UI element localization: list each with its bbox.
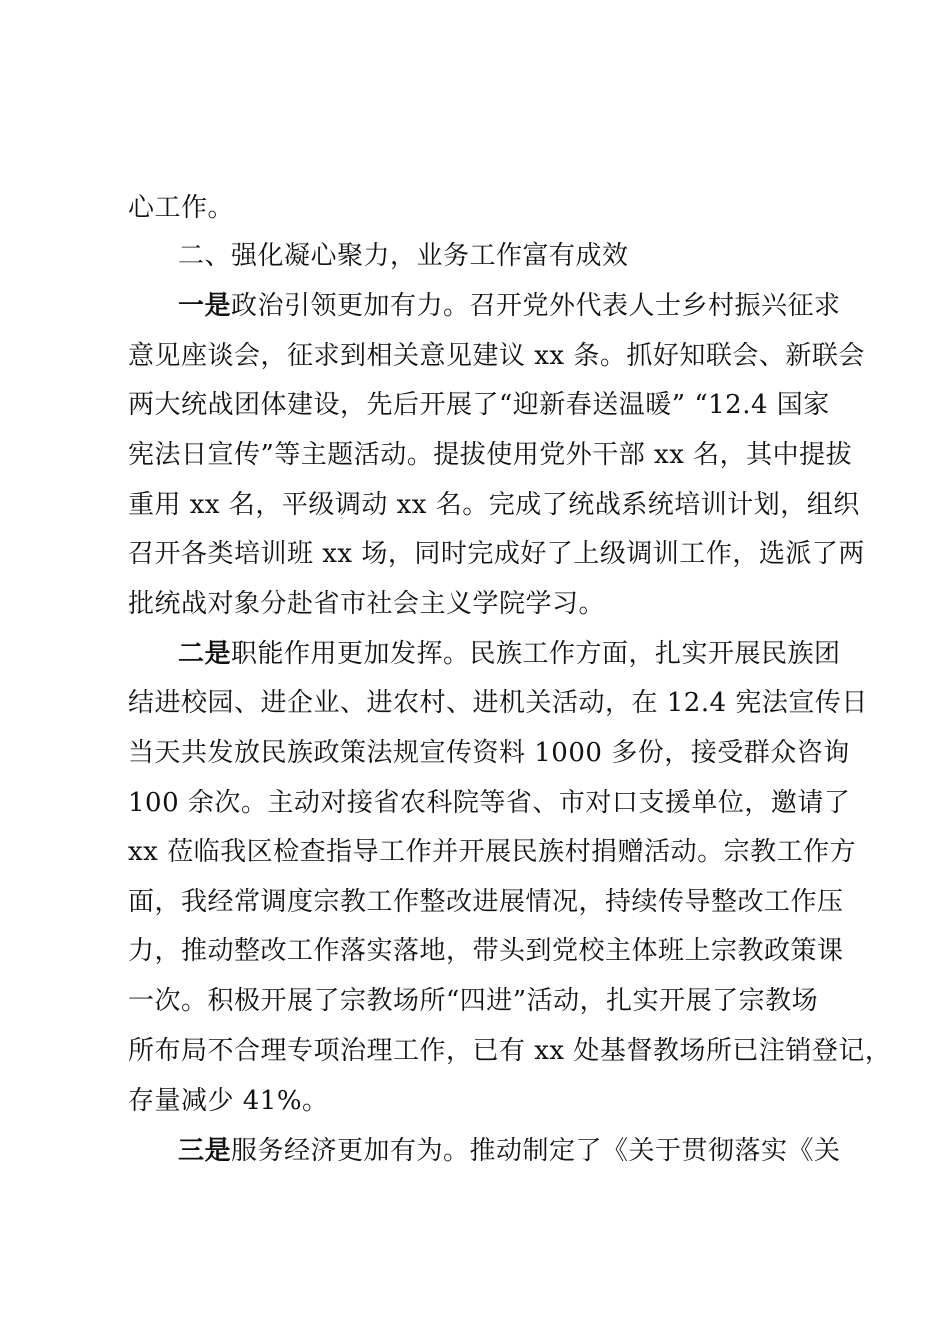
paragraph-2-line-9: 所布局不合理专项治理工作，已有 xx 处基督教场所已注销登记，: [128, 1036, 892, 1066]
continuation-text: 心工作。: [128, 193, 235, 223]
paragraph-2-line-4: 100 余次。主动对接省农科院等省、市对口支援单位，邀请了: [128, 788, 851, 818]
paragraph-2-line-5: xx 莅临我区检查指导工作并开展民族村捐赠活动。宗教工作方: [128, 837, 857, 867]
paragraph-2-line-2: 结进校园、进企业、进农村、进机关活动，在 12.4 宪法宣传日: [128, 688, 868, 718]
paragraph-1-lead: 一是: [178, 291, 232, 321]
paragraph-2-line-8: 一次。积极开展了宗教场所“四进”活动，扎实开展了宗教场: [128, 986, 819, 1016]
paragraph-1-line-7: 批统战对象分赴省市社会主义学院学习。: [128, 589, 606, 619]
paragraph-1-line-4: 宪法日宣传”等主题活动。提拔使用党外干部 xx 名，其中提拔: [128, 440, 853, 470]
paragraph-1-line-5: 重用 xx 名，平级调动 xx 名。完成了统战系统培训计划，组织: [128, 490, 860, 520]
paragraph-2-line-10: 存量减少 41%。: [128, 1086, 329, 1116]
paragraph-3-lead: 三是: [178, 1136, 232, 1166]
paragraph-3-line-1: 三是服务经济更加有为。推动制定了《关于贯彻落实《关: [178, 1136, 841, 1166]
section-heading: 二、强化凝心聚力，业务工作富有成效: [178, 241, 629, 271]
paragraph-2-line-6: 面，我经常调度宗教工作整改进展情况，持续传导整改工作压: [128, 887, 844, 917]
paragraph-1-line-2: 意见座谈会，征求到相关意见建议 xx 条。抓好知联会、新联会: [128, 341, 865, 371]
paragraph-1-line-1: 一是政治引领更加有力。召开党外代表人士乡村振兴征求: [178, 291, 841, 321]
paragraph-1-line-6: 召开各类培训班 xx 场，同时完成好了上级调训工作，选派了两: [128, 539, 865, 569]
paragraph-2-line-3: 当天共发放民族政策法规宣传资料 1000 多份，接受群众咨询: [128, 738, 850, 768]
paragraph-2-lead: 二是: [178, 639, 232, 669]
paragraph-1-line-3: 两大统战团体建设，先后开展了“迎新春送温暖” “12.4 国家: [128, 390, 830, 420]
paragraph-2-line-7: 力，推动整改工作落实落地，带头到党校主体班上宗教政策课: [128, 936, 844, 966]
paragraph-2-line-1: 二是职能作用更加发挥。民族工作方面，扎实开展民族团: [178, 639, 841, 669]
